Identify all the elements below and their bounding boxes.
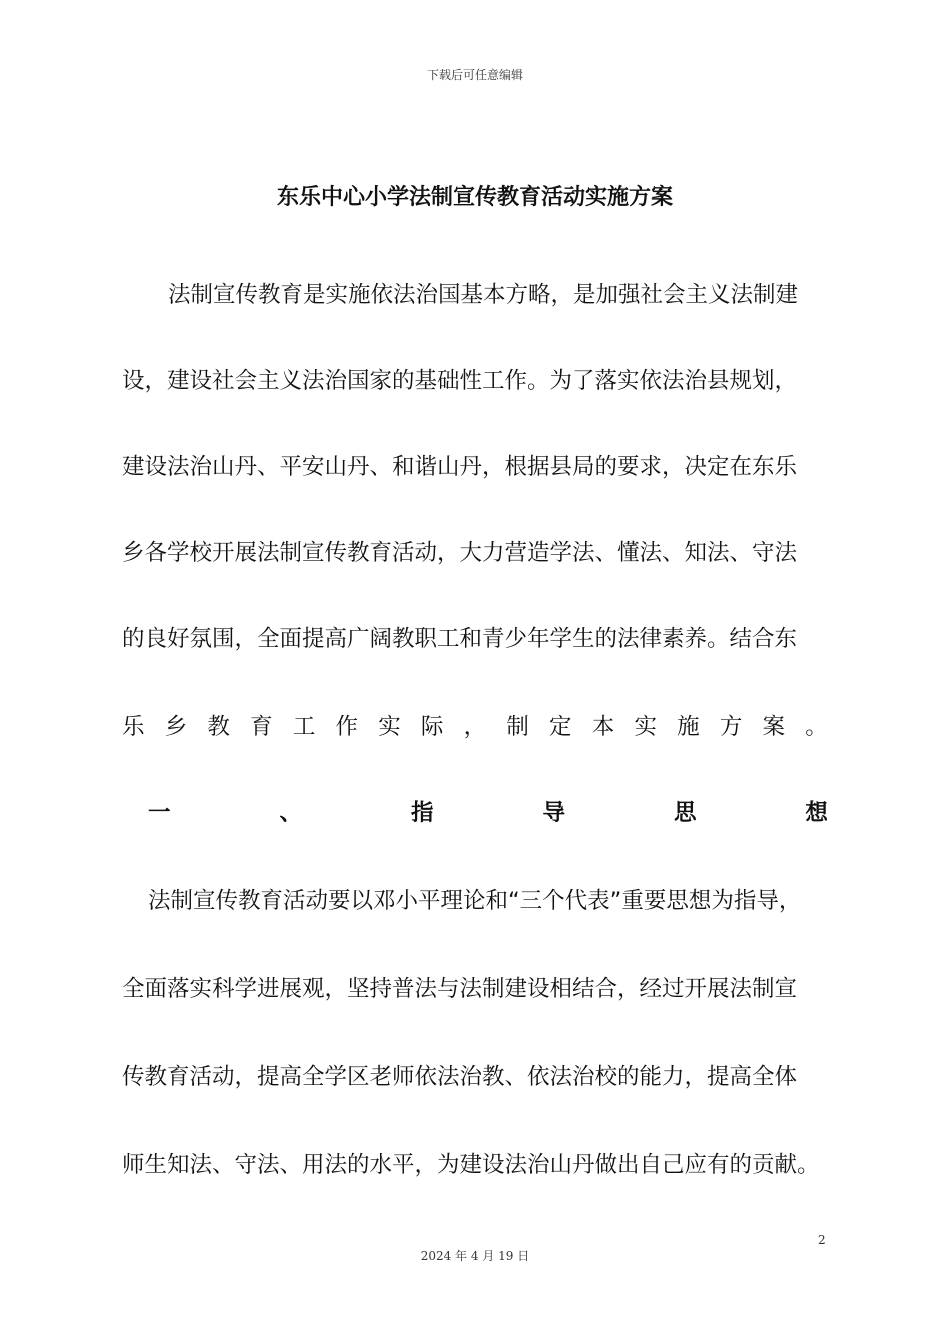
intro-line-1: 法制宣传教育是实施依法治国基本方略，是加强社会主义法制建 bbox=[168, 282, 799, 308]
section-heading-char: 、 bbox=[279, 800, 302, 826]
section-heading-char: 导 bbox=[542, 800, 565, 826]
intro-line-6-char: 本 bbox=[591, 714, 615, 740]
intro-line-6-char: 乡 bbox=[164, 714, 188, 740]
intro-line-6-char: 实 bbox=[378, 714, 401, 740]
page-number: 2 bbox=[818, 1233, 826, 1247]
section1-line-3: 传教育活动，提高全学区老师依法治教、依法治校的能力，提高全体 bbox=[122, 1064, 798, 1090]
intro-line-6-char: 教 bbox=[207, 714, 230, 740]
document-title: 东乐中心小学法制宣传教育活动实施方案 bbox=[276, 185, 673, 210]
intro-line-5: 的良好氛围，全面提高广阔教职工和青少年学生的法律素养。结合东 bbox=[122, 626, 798, 652]
intro-line-2: 设，建设社会主义法治国家的基础性工作。为了落实依法治县规划， bbox=[122, 368, 798, 394]
section1-line-4: 师生知法、守法、用法的水平，为建设法治山丹做出自己应有的贡献。 bbox=[122, 1152, 820, 1178]
section-heading-guiding-ideology bbox=[148, 798, 828, 828]
section-heading-char: 思 bbox=[673, 800, 697, 826]
intro-line-4: 乡各学校开展法制宣传教育活动，大力营造学法、懂法、知法、守法 bbox=[122, 540, 798, 566]
section1-line-2: 全面落实科学进展观，坚持普法与法制建设相结合，经过开展法制宣 bbox=[122, 976, 798, 1002]
intro-line-6-char: 际 bbox=[420, 714, 444, 740]
intro-line-6-char: 定 bbox=[549, 714, 572, 740]
intro-line-6 bbox=[122, 712, 828, 742]
intro-line-3: 建设法治山丹、平安山丹、和谐山丹，根据县局的要求，决定在东乐 bbox=[122, 454, 798, 480]
intro-line-6-char: 育 bbox=[250, 714, 273, 740]
intro-line-6-char: 工 bbox=[292, 714, 316, 740]
intro-line-6-char: 方 bbox=[719, 714, 743, 740]
section1-line-1: 法制宣传教育活动要以邓小平理论和“三个代表”重要思想为指导， bbox=[148, 888, 802, 914]
intro-line-6-char: ， bbox=[463, 714, 487, 740]
section-heading-char: 想 bbox=[805, 800, 828, 826]
section-heading-char: 一 bbox=[148, 800, 171, 826]
footer-date: 2024 年 4 月 19 日 bbox=[420, 1249, 530, 1263]
intro-line-6-char: 制 bbox=[506, 714, 529, 740]
intro-line-6-char: 作 bbox=[335, 714, 359, 740]
intro-line-6-char: 。 bbox=[805, 714, 828, 740]
section-heading-char: 指 bbox=[410, 800, 434, 826]
intro-line-6-char: 案 bbox=[762, 714, 786, 740]
intro-line-6-char: 乐 bbox=[122, 714, 145, 740]
page-header-note: 下载后可任意编辑 bbox=[426, 68, 523, 82]
intro-line-6-char: 实 bbox=[634, 714, 657, 740]
intro-line-6-char: 施 bbox=[677, 714, 700, 740]
